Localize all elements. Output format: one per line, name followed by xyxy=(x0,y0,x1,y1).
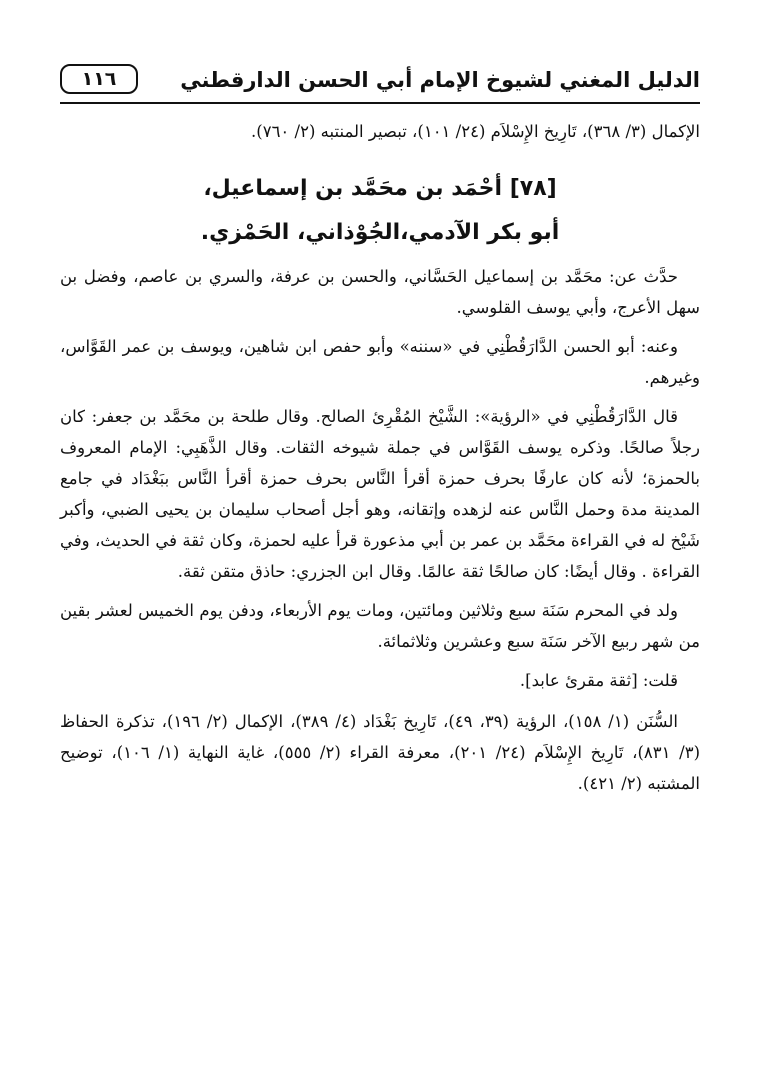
page-body xyxy=(60,116,700,807)
entry-heading xyxy=(60,167,700,255)
references-paragraph: السُّنَن (١/ ١٥٨)، الرؤية (٣٩، ٤٩)، تَارِيخ بَغْدَاد (٤/ ٣٨٩)، الإكمال (٢/ ١٩٦)، تذكرة الحفاظ (٣/ ٨٣١)، تَارِيخ الإِسْلاَم (٢٤/ ٢٠١)، معرفة القراء (٢/ ٥٥٥)، غاية النهاية (١/ ١٠٦)، توضيح المشتبه (٢/ ٤٢١). xyxy=(60,712,700,793)
teachers-paragraph: حدَّث عن: محَمَّد بن إسماعيل الحَسَّاني، والحسن بن عرفة، والسري بن عاصم، وفضل بن سهل الأعرج، وأبي يوسف القلوسي. xyxy=(60,267,700,317)
opinions-paragraph: قال الدَّارَقُطْنِي في «الرؤية»: الشَّيْخ المُقْرِئ الصالح. وقال طلحة بن محَمَّد بن جعفر: كان رجلاً صالحًا. وذكره يوسف القَوَّاس في جملة شيوخه الثقات. وقال الذَّهَبِي: الإمام المعروف بالحمزة؛ لأنه كان عارفًا بحرف حمزة أقرأ النَّاس بحرف حمزة أقرأ النَّاس ببَغْدَاد في جامع المدينة مدة وحمل النَّاس عنه لزهده وإتقانه، وهو أجل أصحاب سليمان بن يحيى الضبي، وأكبر شَيْخ له في القراءة محَمَّد بن عمر بن أبي مذعورة قرأ عليه لحمزة، وكان ثقة في الحديث، وفي القراءة . وقال أيضًا: كان صالحًا ثقة عالمًا. وقال ابن الجزري: حاذق متقن ثقة. xyxy=(60,407,700,581)
entry-heading-line-1: [٧٨] أحْمَد بن محَمَّد بن إسماعيل، xyxy=(203,176,557,201)
verdict-paragraph: قلت: [ثقة مقرئ عابد]. xyxy=(519,671,678,690)
dates-paragraph: ولد في المحرم سَنَة سبع وثلاثين ومائتين، ومات يوم الأربعاء، ودفن يوم الخميس لعشر بقين من شهر ربيع الآخر سَنَة سبع وعشرين وثلاثمائة. xyxy=(60,601,700,651)
running-title: الدليل المغني لشيوخ الإمام أبي الحسن الدارقطني xyxy=(180,68,700,92)
previous-entry-references: الإكمال (٣/ ٣٦٨)، تَارِيخ الإِسْلاَم (٢٤/ ١٠١)، تبصير المنتبه (٢/ ٧٦٠). xyxy=(251,122,700,141)
entry-heading-line-2: أبو بكر الآدمي،الجُوْذاني، الحَمْزي. xyxy=(200,220,560,245)
students-paragraph: وعنه: أبو الحسن الدَّارَقُطْنِي في «سننه» وأبو حفص ابن شاهين، ويوسف بن عمر القَوَّاس، وغيرهم. xyxy=(60,337,700,387)
header-divider xyxy=(60,102,700,104)
page-number: ١١٦ xyxy=(60,64,138,94)
page-header xyxy=(60,62,700,106)
